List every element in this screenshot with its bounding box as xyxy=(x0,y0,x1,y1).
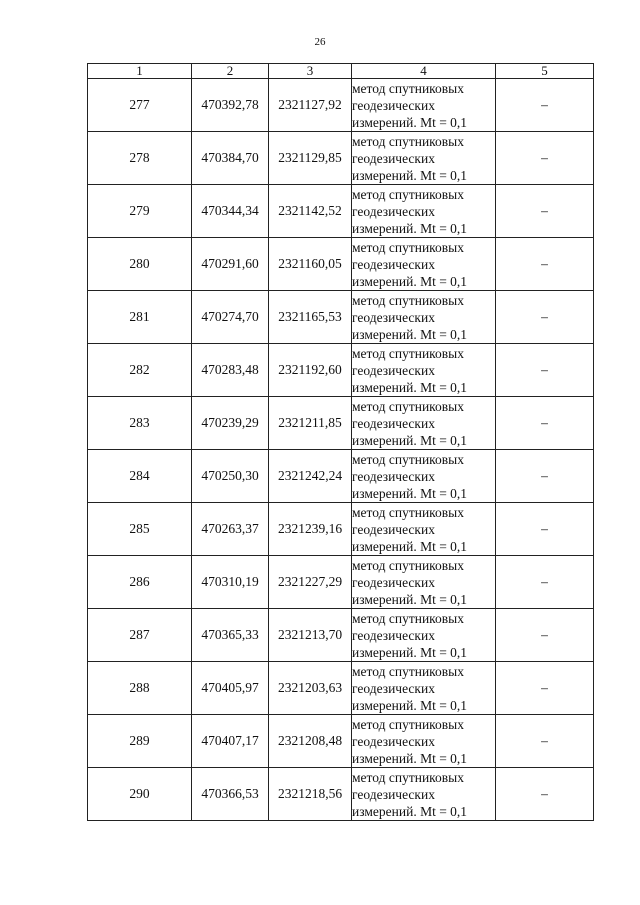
description-cell: – xyxy=(496,397,594,450)
method-line-3: измерений. Mt = 0,1 xyxy=(352,379,468,395)
table-header-row xyxy=(88,64,594,79)
method-line-2: геодезических xyxy=(352,786,435,802)
x-coordinate-cell: 470263,37 xyxy=(192,503,269,556)
method-line-2: геодезических xyxy=(352,733,435,749)
method-cell xyxy=(352,503,496,556)
point-number-cell: 282 xyxy=(88,344,192,397)
method-line-1: метод спутниковых xyxy=(352,557,464,573)
table-row xyxy=(88,291,594,344)
method-cell xyxy=(352,132,496,185)
description-cell: – xyxy=(496,662,594,715)
column-header-5: 5 xyxy=(496,64,594,79)
point-number-cell: 289 xyxy=(88,715,192,768)
point-number-cell: 283 xyxy=(88,397,192,450)
method-line-2: геодезических xyxy=(352,574,435,590)
method-line-1: метод спутниковых xyxy=(352,239,464,255)
table-body xyxy=(88,79,594,821)
method-line-3: измерений. Mt = 0,1 xyxy=(352,644,468,660)
x-coordinate-cell: 470405,97 xyxy=(192,662,269,715)
method-line-3: измерений. Mt = 0,1 xyxy=(352,273,468,289)
method-line-3: измерений. Mt = 0,1 xyxy=(352,538,468,554)
description-cell: – xyxy=(496,132,594,185)
point-number-cell: 286 xyxy=(88,556,192,609)
method-line-1: метод спутниковых xyxy=(352,610,464,626)
method-cell xyxy=(352,768,496,821)
x-coordinate-cell: 470291,60 xyxy=(192,238,269,291)
method-line-1: метод спутниковых xyxy=(352,451,464,467)
method-line-2: геодезических xyxy=(352,362,435,378)
method-line-1: метод спутниковых xyxy=(352,716,464,732)
y-coordinate-cell: 2321142,52 xyxy=(269,185,352,238)
point-number-cell: 278 xyxy=(88,132,192,185)
y-coordinate-cell: 2321203,63 xyxy=(269,662,352,715)
point-number-cell: 287 xyxy=(88,609,192,662)
method-line-3: измерений. Mt = 0,1 xyxy=(352,591,468,607)
method-line-3: измерений. Mt = 0,1 xyxy=(352,485,468,501)
point-number-cell: 279 xyxy=(88,185,192,238)
method-line-1: метод спутниковых xyxy=(352,769,464,785)
x-coordinate-cell: 470250,30 xyxy=(192,450,269,503)
y-coordinate-cell: 2321160,05 xyxy=(269,238,352,291)
description-cell: – xyxy=(496,238,594,291)
method-line-3: измерений. Mt = 0,1 xyxy=(352,114,468,130)
column-header-3: 3 xyxy=(269,64,352,79)
description-cell: – xyxy=(496,556,594,609)
method-line-1: метод спутниковых xyxy=(352,133,464,149)
method-cell xyxy=(352,238,496,291)
point-number-cell: 290 xyxy=(88,768,192,821)
table-row xyxy=(88,397,594,450)
y-coordinate-cell: 2321242,24 xyxy=(269,450,352,503)
y-coordinate-cell: 2321165,53 xyxy=(269,291,352,344)
method-cell xyxy=(352,662,496,715)
method-cell xyxy=(352,291,496,344)
point-number-cell: 284 xyxy=(88,450,192,503)
method-line-1: метод спутниковых xyxy=(352,186,464,202)
y-coordinate-cell: 2321227,29 xyxy=(269,556,352,609)
method-line-1: метод спутниковых xyxy=(352,663,464,679)
table-row xyxy=(88,609,594,662)
point-number-cell: 281 xyxy=(88,291,192,344)
column-header-1: 1 xyxy=(88,64,192,79)
column-header-4: 4 xyxy=(352,64,496,79)
description-cell: – xyxy=(496,768,594,821)
method-line-2: геодезических xyxy=(352,309,435,325)
y-coordinate-cell: 2321239,16 xyxy=(269,503,352,556)
point-number-cell: 277 xyxy=(88,79,192,132)
description-cell: – xyxy=(496,291,594,344)
method-line-1: метод спутниковых xyxy=(352,292,464,308)
method-line-3: измерений. Mt = 0,1 xyxy=(352,750,468,766)
method-line-2: геодезических xyxy=(352,97,435,113)
description-cell: – xyxy=(496,185,594,238)
method-line-2: геодезических xyxy=(352,256,435,272)
table-row xyxy=(88,768,594,821)
x-coordinate-cell: 470239,29 xyxy=(192,397,269,450)
y-coordinate-cell: 2321211,85 xyxy=(269,397,352,450)
y-coordinate-cell: 2321213,70 xyxy=(269,609,352,662)
description-cell: – xyxy=(496,450,594,503)
description-cell: – xyxy=(496,79,594,132)
table-row xyxy=(88,556,594,609)
method-line-3: измерений. Mt = 0,1 xyxy=(352,167,468,183)
y-coordinate-cell: 2321192,60 xyxy=(269,344,352,397)
method-line-2: геодезических xyxy=(352,415,435,431)
method-line-2: геодезических xyxy=(352,468,435,484)
x-coordinate-cell: 470344,34 xyxy=(192,185,269,238)
method-line-1: метод спутниковых xyxy=(352,80,464,96)
method-line-3: измерений. Mt = 0,1 xyxy=(352,220,468,236)
method-line-2: геодезических xyxy=(352,521,435,537)
method-cell xyxy=(352,185,496,238)
point-number-cell: 288 xyxy=(88,662,192,715)
description-cell: – xyxy=(496,715,594,768)
x-coordinate-cell: 470274,70 xyxy=(192,291,269,344)
method-cell xyxy=(352,397,496,450)
method-line-1: метод спутниковых xyxy=(352,345,464,361)
table-row xyxy=(88,450,594,503)
table-row xyxy=(88,238,594,291)
x-coordinate-cell: 470384,70 xyxy=(192,132,269,185)
method-cell xyxy=(352,79,496,132)
method-line-2: геодезических xyxy=(352,680,435,696)
y-coordinate-cell: 2321129,85 xyxy=(269,132,352,185)
method-line-3: измерений. Mt = 0,1 xyxy=(352,803,468,819)
table-row xyxy=(88,344,594,397)
method-line-2: геодезических xyxy=(352,150,435,166)
point-number-cell: 280 xyxy=(88,238,192,291)
x-coordinate-cell: 470366,53 xyxy=(192,768,269,821)
method-line-3: измерений. Mt = 0,1 xyxy=(352,432,468,448)
method-line-2: геодезических xyxy=(352,203,435,219)
y-coordinate-cell: 2321208,48 xyxy=(269,715,352,768)
x-coordinate-cell: 470283,48 xyxy=(192,344,269,397)
description-cell: – xyxy=(496,503,594,556)
column-header-2: 2 xyxy=(192,64,269,79)
table-row xyxy=(88,715,594,768)
coordinates-table xyxy=(87,63,594,821)
method-cell xyxy=(352,715,496,768)
method-line-1: метод спутниковых xyxy=(352,504,464,520)
method-cell xyxy=(352,450,496,503)
point-number-cell: 285 xyxy=(88,503,192,556)
method-line-2: геодезических xyxy=(352,627,435,643)
method-cell xyxy=(352,344,496,397)
method-line-3: измерений. Mt = 0,1 xyxy=(352,326,468,342)
method-cell xyxy=(352,556,496,609)
table-row xyxy=(88,132,594,185)
table-row xyxy=(88,185,594,238)
x-coordinate-cell: 470310,19 xyxy=(192,556,269,609)
method-cell xyxy=(352,609,496,662)
table-row xyxy=(88,79,594,132)
table-row xyxy=(88,662,594,715)
x-coordinate-cell: 470365,33 xyxy=(192,609,269,662)
x-coordinate-cell: 470407,17 xyxy=(192,715,269,768)
description-cell: – xyxy=(496,609,594,662)
y-coordinate-cell: 2321127,92 xyxy=(269,79,352,132)
table-row xyxy=(88,503,594,556)
x-coordinate-cell: 470392,78 xyxy=(192,79,269,132)
description-cell: – xyxy=(496,344,594,397)
method-line-3: измерений. Mt = 0,1 xyxy=(352,697,468,713)
page-number: 26 xyxy=(314,36,326,48)
y-coordinate-cell: 2321218,56 xyxy=(269,768,352,821)
method-line-1: метод спутниковых xyxy=(352,398,464,414)
